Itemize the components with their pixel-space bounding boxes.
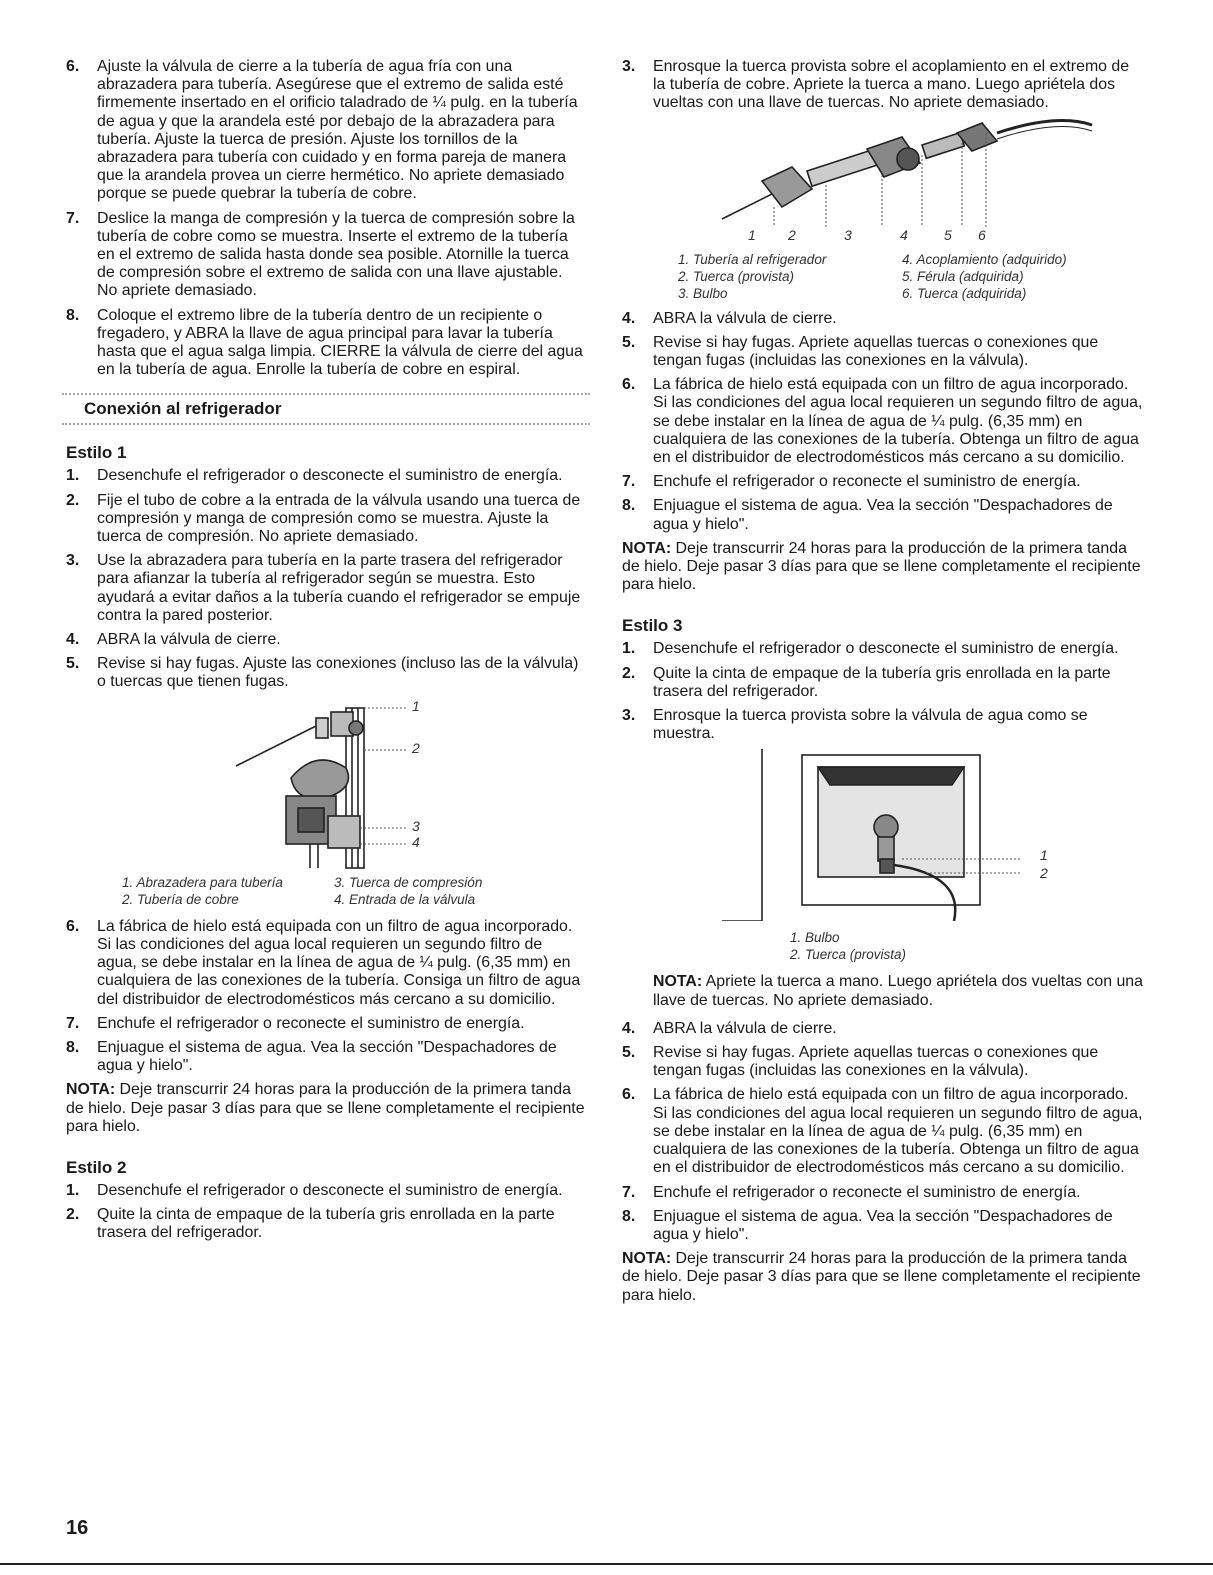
step-text: Enjuague el sistema de agua. Vea la sección "Despachadores de agua y hielo". [653,1207,1113,1243]
section-header [62,393,590,425]
figure-callout: 1 [748,226,756,243]
figure-legend [122,874,586,908]
step-text: Enjuague el sistema de agua. Vea la sección "Despachadores de agua y hielo". [653,497,1113,533]
note-paragraph [622,973,1144,1009]
step-number: 2. [66,491,80,509]
step-number: 8. [66,306,80,324]
step-item [622,1044,1144,1080]
legend-item: 2. Tubería de cobre [122,891,239,907]
step-text: Enrosque la tuerca provista sobre la válvula de agua como se muestra. [653,707,1088,743]
step-item [622,1184,1144,1202]
note-text: Deje transcurrir 24 horas para la producción de la primera tanda de hielo. Deje pasar 3 días para que se llene completamente el recipiente para hielo. [622,1250,1141,1304]
step-item [66,1039,586,1075]
step-number: 6. [66,917,80,935]
step-text: Enjuague el sistema de agua. Vea la sección "Despachadores de agua y hielo". [97,1038,557,1075]
note-text: Deje transcurrir 24 horas para la producción de la primera tanda de hielo. Deje pasar 3 días para que se llene completamente el recipiente para hielo. [622,539,1141,594]
figure-callout: 1 [1040,847,1048,864]
note-label: NOTA: [622,1250,672,1268]
step-text: Deslice la manga de compresión y la tuerca de compresión sobre la tubería de cobre como se muestra. Inserte el extremo de la tubería en el extremo de salida hasta donde sea posible. Atornille la tuerca de compresión sobre el extremo de salida con una llave ajustable. No apriete demasiado. [97,209,575,300]
step-text: Ajuste la válvula de cierre a la tubería de agua fría con una abrazadera para tubería. Asegúrese que el extremo de salida esté firmemente insertado en el orificio taladrado de ¼ pulg. en la tubería de agua y que la arandela esté por debajo de la abrazadera para tubería. Ajuste la tuerca de presión. Ajuste los tornillos de la abrazadera para tubería con cuidado y en forma pareja de manera que la arandela provea un cierre hermético. No apriete demasiado porque se puede quebrar la tubería de cobre. [97,58,578,203]
left-column [66,58,586,1249]
step-item [622,58,1144,113]
footer-rule [0,1563,1213,1565]
page-number: 16 [66,1517,89,1539]
figure-callout: 5 [944,226,952,243]
step-item [622,1020,1144,1038]
step-number: 8. [66,1038,80,1056]
step-text: Enchufe el refrigerador o reconecte el suministro de energía. [97,1014,525,1032]
estilo-2-step-list [66,1182,586,1243]
step-text: Use la abrazadera para tubería en la parte trasera del refrigerador para afianzar la tubería al refrigerador según se muestra. Esto ayudará a evitar daños a la tubería cuando el refrigerador se empuje contra la pared posterior. [97,552,581,624]
note-label: NOTA: [66,1081,116,1099]
step-text: La fábrica de hielo está equipada con un filtro de agua incorporado. Si las condiciones del agua local requieren un segundo filtro de agua, se debe instalar en la línea de agua de ¼ pulg. (6,35 mm) en cualquiera de las conexiones de la tubería. Obtenga un filtro de agua en el distribuidor de electrodomésticos más cercano a su domicilio. [653,376,1143,467]
step-item [622,665,1144,701]
figure-legend [678,251,1144,302]
step-number: 6. [66,58,80,75]
step-text: La fábrica de hielo está equipada con un filtro de agua incorporado. Si las condiciones del agua local requieren un segundo filtro de agua, se debe instalar en la línea de agua de ¼ pulg. (6,35 mm) en cualquiera de las conexiones de la tubería. Consiga un filtro de agua del distribuidor de electrodomésticos más cercano a su domicilio. [97,917,581,1008]
figure-legend [790,929,1144,963]
intro-step-list [66,58,586,379]
step-item [622,310,1144,328]
legend-item: 1. Tubería al refrigerador [678,251,827,267]
step-item [622,707,1144,743]
step-text: ABRA la válvula de cierre. [97,631,281,649]
figure-callout: 3 [844,226,852,243]
step-text: Fije el tubo de cobre a la entrada de la válvula usando una tuerca de compresión y manga de compresión como se muestra. Ajuste la tuerca de compresión. No apriete demasiado. [97,491,581,546]
step-number: 3. [66,552,80,570]
step-text: Coloque el extremo libre de la tubería dentro de un recipiente o fregadero, y ABRA la llave de agua principal para lavar la tubería hasta que el agua salga limpia. CIERRE la válvula de cierre del agua en la tubería de agua. Enrolle la tubería de cobre en espiral. [97,306,583,379]
step-item [622,1208,1144,1244]
step-number: 4. [622,309,636,327]
figure-callout: 2 [788,226,796,243]
figure-callout: 2 [412,739,420,756]
step-number: 2. [622,664,636,682]
step-item [66,1015,586,1033]
step-number: 8. [622,497,636,515]
coupling-illustration [622,119,1144,247]
step-number: 3. [622,707,636,725]
step-number: 4. [622,1019,636,1037]
note-paragraph [622,540,1144,595]
step-text: Desenchufe el refrigerador o desconecte el suministro de energía. [97,1181,563,1199]
step-item [66,1182,586,1200]
step-item [66,918,586,1009]
step-number: 1. [66,1181,80,1199]
note-paragraph [66,1081,586,1136]
step-item [622,497,1144,533]
step-item [66,467,586,485]
estilo-3-step-list-continued [622,1020,1144,1244]
step-item [66,655,586,691]
note-label: NOTA: [653,973,703,991]
step-number: 8. [622,1207,636,1225]
step-item [66,631,586,649]
step-number: 7. [622,473,636,491]
figure-callout: 1 [412,697,420,714]
section-title: Conexión al refrigerador [84,399,282,419]
step-text: La fábrica de hielo está equipada con un filtro de agua incorporado. Si las condiciones del agua local requieren un segundo filtro de agua, se debe instalar en la línea de agua de ¼ pulg. (6,35 mm) en cualquiera de las conexiones de la tubería. Obtenga un filtro de agua en el distribuidor de electrodomésticos más cercano a su domicilio. [653,1086,1143,1177]
step-text: Enchufe el refrigerador o reconecte el suministro de energía. [653,1183,1081,1201]
step-item [66,307,586,380]
estilo-1-heading: Estilo 1 [66,443,127,463]
step-item [622,640,1144,658]
legend-item: 3. Tuerca de compresión [334,874,483,890]
step-number: 6. [622,376,636,394]
step-number: 1. [622,640,636,658]
step-text: Desenchufe el refrigerador o desconecte el suministro de energía. [653,640,1119,658]
step-text: Revise si hay fugas. Apriete aquellas tuercas o conexiones que tengan fugas (incluidas las conexiones en la válvula). [653,1044,1099,1080]
estilo-2-step-list-final [622,310,1144,534]
step-number: 7. [66,209,80,227]
note-text: Deje transcurrir 24 horas para la producción de la primera tanda de hielo. Deje pasar 3 días para que se llene completamente el recipiente para hielo. [66,1081,585,1135]
step-text: Desenchufe el refrigerador o desconecte el suministro de energía. [97,467,563,485]
step-text: Enrosque la tuerca provista sobre el acoplamiento en el extremo de la tubería de cobre. Apriete la tuerca a mano. Luego apriétela dos vueltas con una llave de tuercas. No apriete demasiado. [653,58,1130,112]
step-text: Revise si hay fugas. Apriete aquellas tuercas o conexiones que tengan fugas (incluidas las conexiones en la válvula). [653,333,1099,370]
legend-item: 5. Férula (adquirida) [902,268,1024,284]
coupling-figure [622,119,1144,247]
legend-item: 2. Tuerca (provista) [678,268,795,284]
figure-callout: 6 [978,226,986,243]
legend-item: 1. Bulbo [790,930,840,946]
estilo-1-step-list-continued [66,918,586,1076]
figure-callout: 4 [900,226,908,243]
step-item [622,334,1144,370]
legend-item: 2. Tuerca (provista) [790,947,907,963]
step-number: 7. [622,1183,636,1201]
step-text: Revise si hay fugas. Ajuste las conexiones (incluso las de la válvula) o tuercas que tienen fugas. [97,655,579,691]
legend-item: 4. Acoplamiento (adquirido) [902,251,1067,267]
step-item [622,473,1144,491]
step-text: Quite la cinta de empaque de la tubería gris enrollada en la parte trasera del refrigerador. [653,664,1111,700]
estilo-3-step-list [622,640,1144,743]
water-valve-illustration [622,749,1144,921]
water-valve-figure [622,749,1144,921]
figure-callout: 3 [412,817,420,834]
step-number: 1. [66,467,80,485]
step-number: 7. [66,1014,80,1032]
legend-item: 3. Bulbo [678,285,728,301]
step-item [66,1206,586,1242]
figure-callout: 2 [1040,865,1048,882]
figure-callout: 4 [412,833,420,850]
step-text: Quite la cinta de empaque de la tubería gris enrollada en la parte trasera del refrigerador. [97,1206,555,1242]
estilo-2-step-list-continued [622,58,1144,113]
step-item [622,376,1144,467]
valve-inlet-figure [66,698,586,870]
step-text: Enchufe el refrigerador o reconecte el suministro de energía. [653,473,1081,491]
estilo-2-heading: Estilo 2 [66,1157,127,1177]
step-item [66,552,586,625]
step-number: 5. [66,655,80,673]
step-item [66,210,586,301]
note-text: Apriete la tuerca a mano. Luego apriétela dos vueltas con una llave de tuercas. No apriete demasiado. [653,973,1143,1009]
step-number: 6. [622,1086,636,1104]
step-item [66,58,586,204]
step-number: 5. [622,1044,636,1062]
right-column [622,58,1144,1311]
valve-inlet-illustration [66,698,586,870]
legend-item: 1. Abrazadera para tubería [122,874,283,890]
step-text: ABRA la válvula de cierre. [653,309,837,327]
estilo-3-heading: Estilo 3 [622,616,683,636]
step-text: ABRA la válvula de cierre. [653,1019,837,1037]
legend-item: 4. Entrada de la válvula [334,891,476,907]
estilo-1-step-list [66,467,586,691]
step-item [622,1086,1144,1177]
legend-item: 6. Tuerca (adquirida) [902,285,1027,301]
step-number: 2. [66,1206,80,1224]
note-paragraph [622,1250,1144,1305]
step-number: 4. [66,631,80,649]
note-label: NOTA: [622,539,672,557]
step-number: 5. [622,333,636,351]
step-item [66,492,586,547]
step-number: 3. [622,58,636,75]
